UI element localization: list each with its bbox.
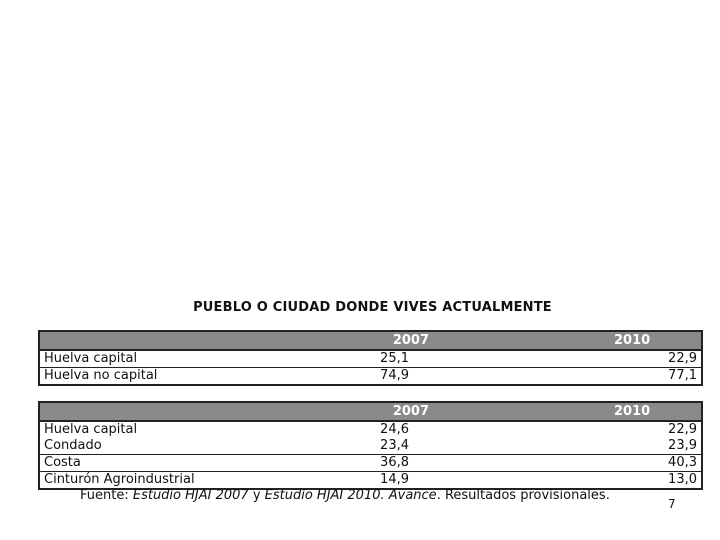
value-2010: 40,3 <box>459 455 702 472</box>
table-row <box>39 472 702 490</box>
table-title: PUEBLO O CIUDAD DONDE VIVES ACTUALMENTE <box>193 300 552 315</box>
table-huelva-capital-vs-no-capital <box>38 330 703 386</box>
source-note <box>80 488 610 503</box>
value-2010: 22,9 <box>668 422 697 437</box>
source-suffix: . Resultados provisionales. <box>436 488 610 503</box>
value-2007: 36,8 <box>339 455 459 472</box>
table-row <box>39 438 702 455</box>
source-prefix: Fuente: <box>80 488 133 503</box>
value-2010: 23,9 <box>668 438 697 453</box>
row-label: Condado <box>44 438 102 453</box>
row-label: Costa <box>39 455 339 472</box>
table-header-row <box>39 402 702 421</box>
header-2007: 2007 <box>339 402 459 421</box>
source-study-2010: Estudio HJAI 2010. Avance <box>264 488 437 503</box>
header-2007: 2007 <box>339 331 459 350</box>
table-row <box>39 368 702 386</box>
table-row <box>39 350 702 368</box>
value-2010: 13,0 <box>459 472 702 490</box>
table-row <box>39 421 702 438</box>
row-label: Huelva capital <box>44 422 138 437</box>
value-2007: 23,4 <box>380 438 409 453</box>
value-2007: 24,6 <box>380 422 409 437</box>
row-label: Huelva no capital <box>39 368 339 386</box>
row-label: Cinturón Agroindustrial <box>39 472 339 490</box>
value-2010: 22,9 <box>668 351 697 366</box>
value-2010: 77,1 <box>459 368 702 386</box>
header-blank <box>39 331 339 350</box>
table-header-row <box>39 331 702 350</box>
value-2007: 25,1 <box>380 351 409 366</box>
table-huelva-regions <box>38 401 703 490</box>
source-study-2007: Estudio HJAI 2007 <box>132 488 249 503</box>
source-joiner: y <box>248 488 265 503</box>
header-2010: 2010 <box>459 402 702 421</box>
value-2007: 74,9 <box>339 368 459 386</box>
header-2010: 2010 <box>459 331 702 350</box>
header-blank <box>39 402 339 421</box>
table-row <box>39 455 702 472</box>
value-2007: 14,9 <box>339 472 459 490</box>
page-number: 7 <box>668 497 676 511</box>
row-label: Huelva capital <box>44 351 138 366</box>
